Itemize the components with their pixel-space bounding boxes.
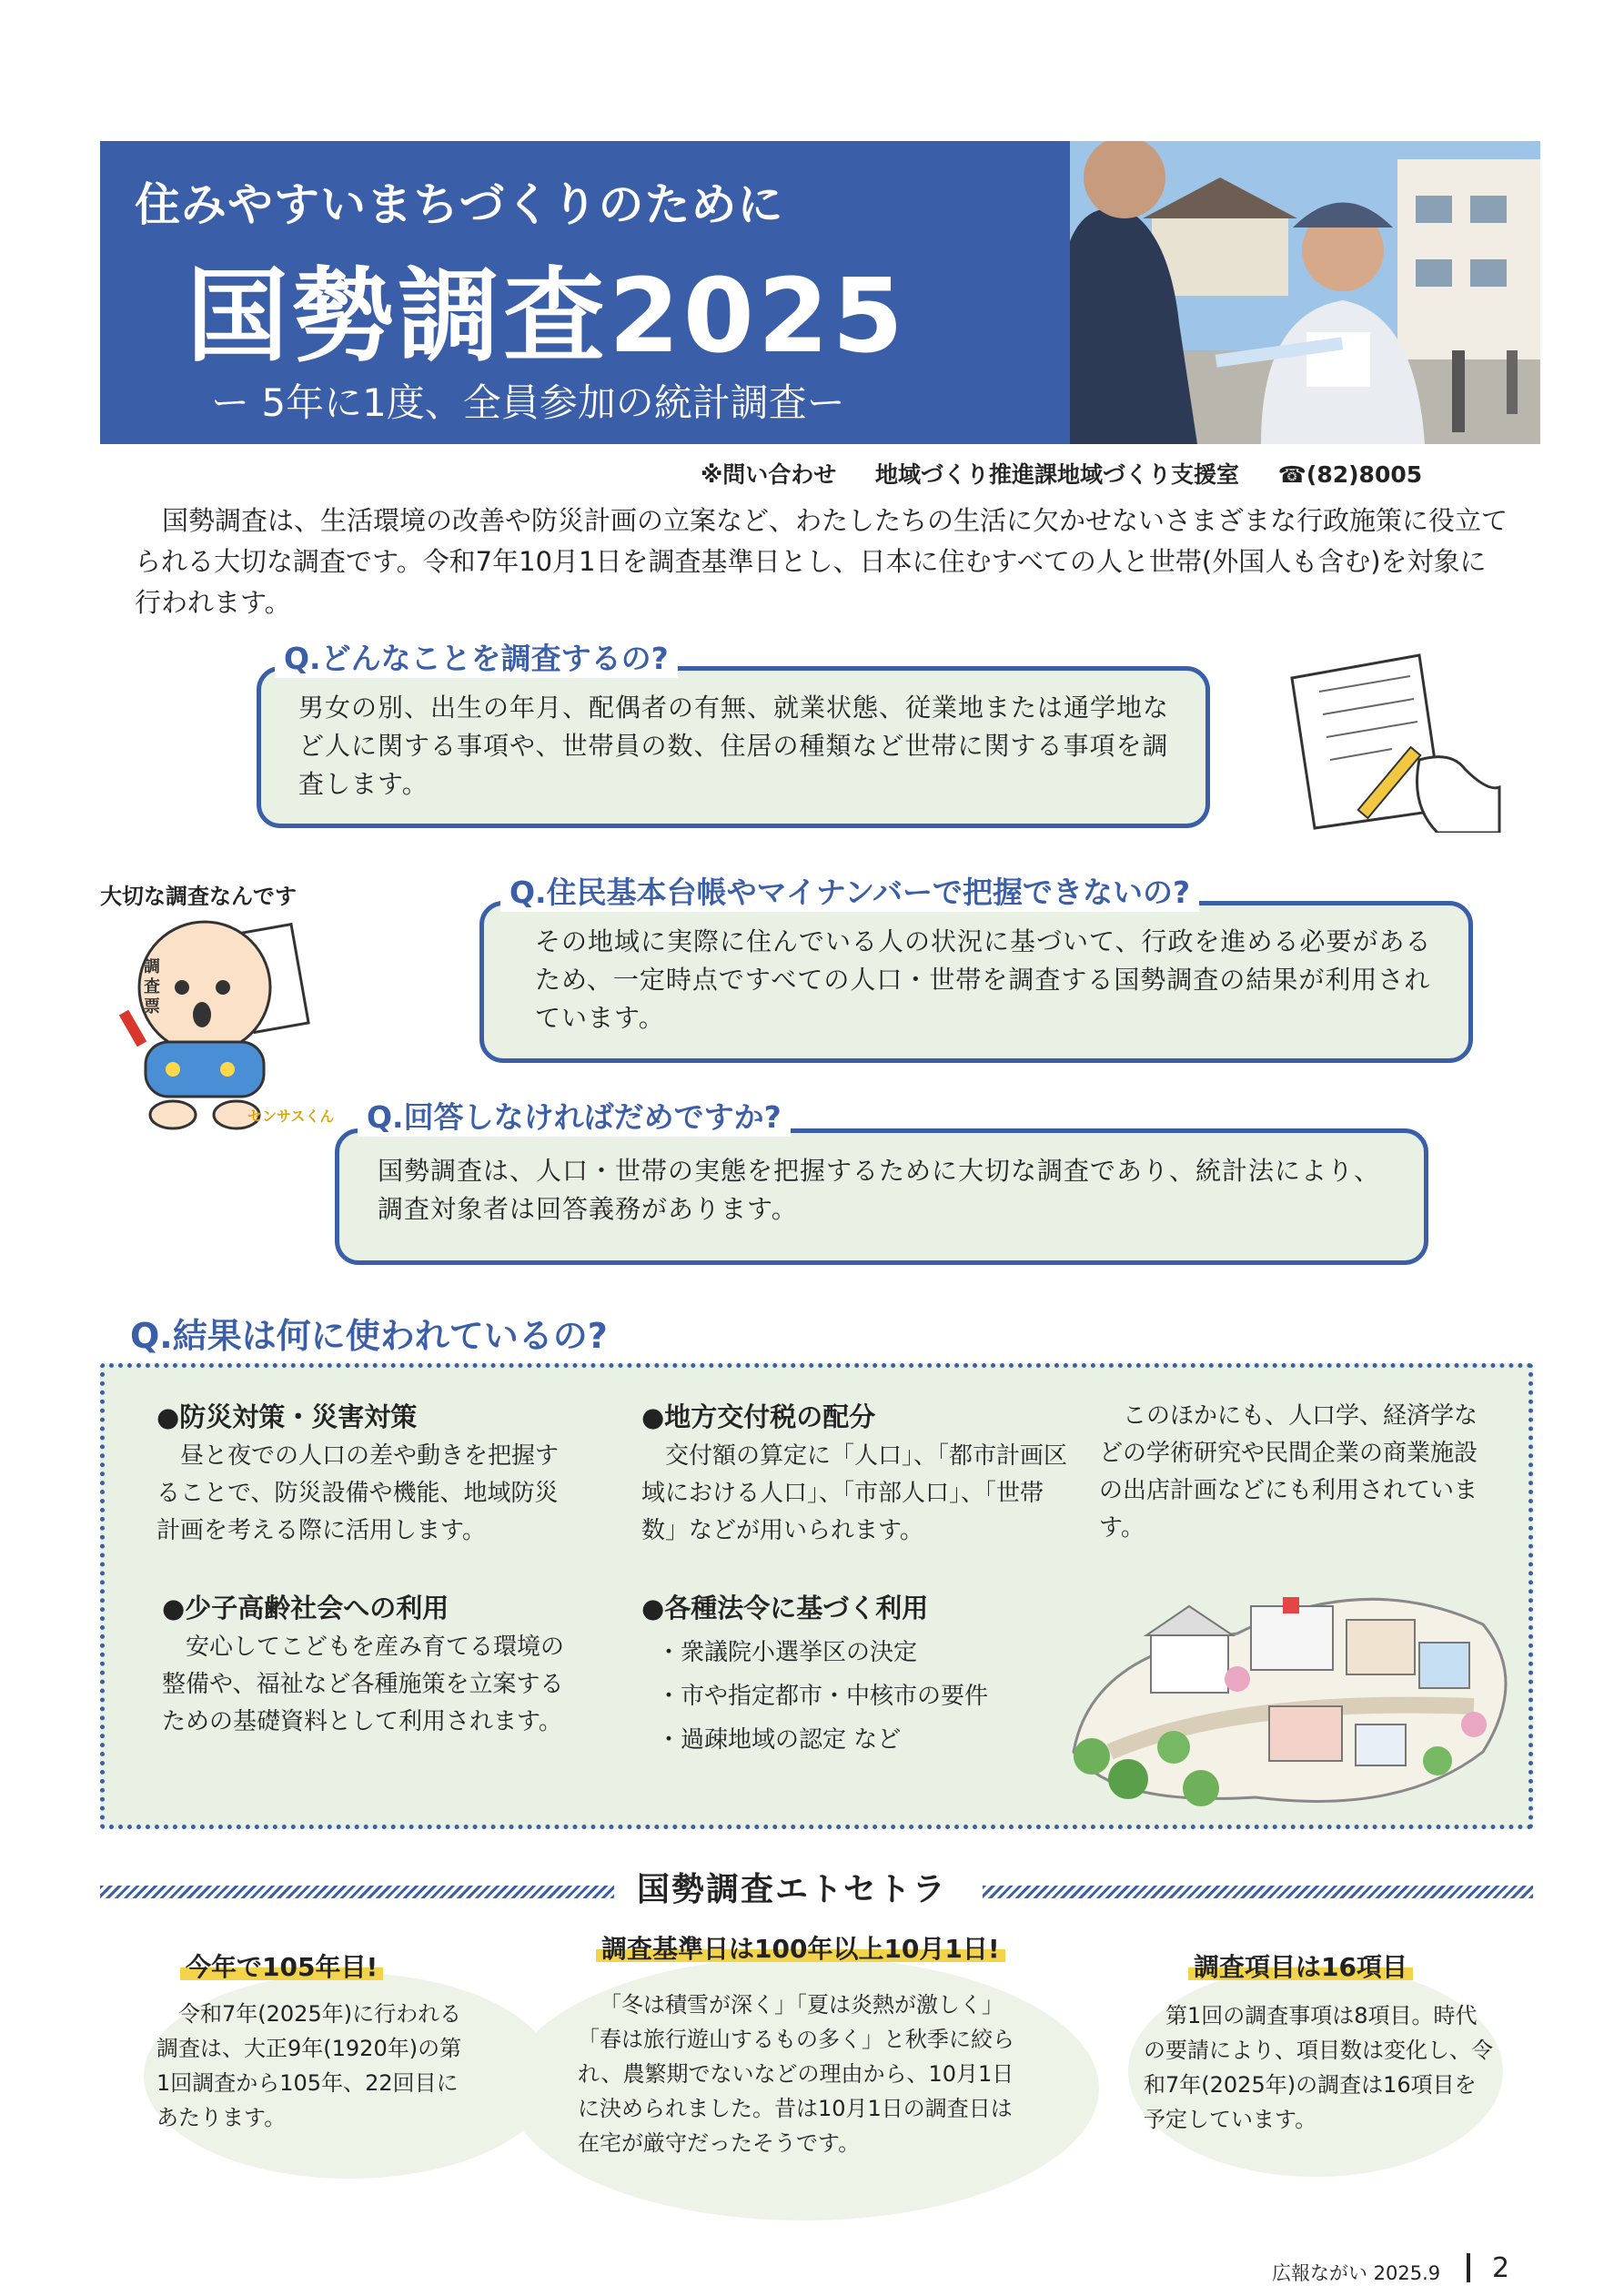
contact-label: ※問い合わせ xyxy=(701,461,837,488)
result-heading-aging: ●少子高齢社会への利用 xyxy=(162,1593,449,1623)
mascot-speech: 大切な調査なんです xyxy=(100,884,297,909)
qa-question-2: Q.住民基本台帳やマイナンバーで把握できないの? xyxy=(500,869,1199,912)
etc-text-2: 「冬は積雪が深く」「夏は炎熱が激しく」「春は旅行遊山するもの多く」と秋季に絞られ、農繁期でないなどの理由から、10月1日に決められました。昔は10月1日の調査日は在宅が厳守だったそうです。 xyxy=(578,1992,1014,2156)
etc-text-1: 令和7年(2025年)に行われる調査は、大正9年(1920年)の第1回調査から105年、22回目にあたります。 xyxy=(156,2001,462,2130)
header-subtitle: 住みやすいまちづくりのために xyxy=(135,178,784,231)
result-heading-disaster: ●防災対策・災害対策 xyxy=(156,1401,418,1432)
qa-answer-2: その地域に実際に住んでいる人の状況に基づいて、行政を進める必要があるため、一定時点ですべての人口・世帯を調査する国勢調査の結果が利用されています。 xyxy=(535,926,1432,1033)
etc-divider-left xyxy=(100,1886,614,1898)
page-number: 2 xyxy=(1492,2252,1510,2284)
qa-question-3: Q.回答しなければだめですか? xyxy=(358,1094,791,1137)
result-text-disaster: 昼と夜での人口の差や動きを把握することで、防災設備や機能、地域防災計画を考える際に活用します。 xyxy=(156,1442,560,1544)
writing-hand-illustration xyxy=(1283,651,1501,833)
contact-line xyxy=(701,457,1422,490)
etc-divider-right xyxy=(983,1886,1533,1898)
surveyor-photo xyxy=(1070,141,1540,444)
contact-department: 地域づくり推進課地域づくり支援室 xyxy=(875,461,1240,488)
qa-answer-3: 国勢調査は、人口・世帯の実態を把握するために大切な調査であり、統計法により、調査対象者は回答義務があります。 xyxy=(378,1156,1381,1224)
results-title: Q.結果は何に使われているの? xyxy=(130,1316,608,1356)
result-law-list xyxy=(657,1631,1039,1762)
footer-publication: 広報ながい 2025.9 xyxy=(1272,2262,1441,2284)
result-heading-law: ●各種法令に基づく利用 xyxy=(641,1593,929,1623)
list-item: ・衆議院小選挙区の決定 xyxy=(657,1639,918,1666)
qa-answer-1: 男女の別、出生の年月、配偶者の有無、就業状態、従業地または通学地など人に関する事項や、世帯員の数、住居の種類など世帯に関する事項を調査します。 xyxy=(298,693,1170,799)
list-item: ・過疎地域の認定 など xyxy=(657,1726,902,1754)
etc-heading-2: 調査基準日は100年以上10月1日! xyxy=(596,1929,1005,1966)
intro-paragraph: 国勢調査は、生活環境の改善や防災計画の立案など、わたしたちの生活に欠かせないさまざまな行政施策に役立てられる大切な調査です。令和7年10月1日を調査基準日とし、日本に住むすべての人と世帯(外国人も含む)を対象に行われます。 xyxy=(135,505,1508,618)
result-text-tax: 交付額の算定に「人口」、「都市計画区域における人口」、「市部人口」、「世帯数」などが用いられます。 xyxy=(641,1442,1068,1544)
qa-question-1: Q.どんなことを調査するの? xyxy=(275,635,678,678)
footer-divider xyxy=(1467,2253,1470,2282)
town-illustration xyxy=(1055,1570,1519,1820)
etc-heading-3: 調査項目は16項目 xyxy=(1188,1947,1413,1984)
result-text-other: このほかにも、人口学、経済学などの学術研究や民間企業の商業施設の出店計画などにも利用されています。 xyxy=(1099,1402,1478,1542)
mascot-sheet-label: 調査票 xyxy=(144,957,160,1017)
list-item: ・市や指定都市・中核市の要件 xyxy=(657,1683,989,1710)
contact-phone: ☎(82)8005 xyxy=(1277,461,1423,488)
result-text-aging: 安心してこどもを産み育てる環境の整備や、福祉など各種施策を立案するための基礎資料として利用されます。 xyxy=(162,1633,565,1735)
etc-heading-1: 今年で105年目! xyxy=(180,1947,383,1984)
etc-title: 国勢調査エトセトラ xyxy=(637,1871,947,1908)
mascot-illustration xyxy=(118,910,328,1138)
page-title: 国勢調査2025 xyxy=(187,258,907,376)
mascot-name: センサスくん xyxy=(247,1108,335,1125)
etc-text-3: 第1回の調査事項は8項目。時代の要請により、項目数は変化し、令和7年(2025年)の調査は16項目を予定しています。 xyxy=(1144,2003,1493,2132)
result-heading-tax: ●地方交付税の配分 xyxy=(641,1401,876,1432)
header-tagline: ー 5年に1度、全員参加の統計調査ー xyxy=(211,380,845,425)
